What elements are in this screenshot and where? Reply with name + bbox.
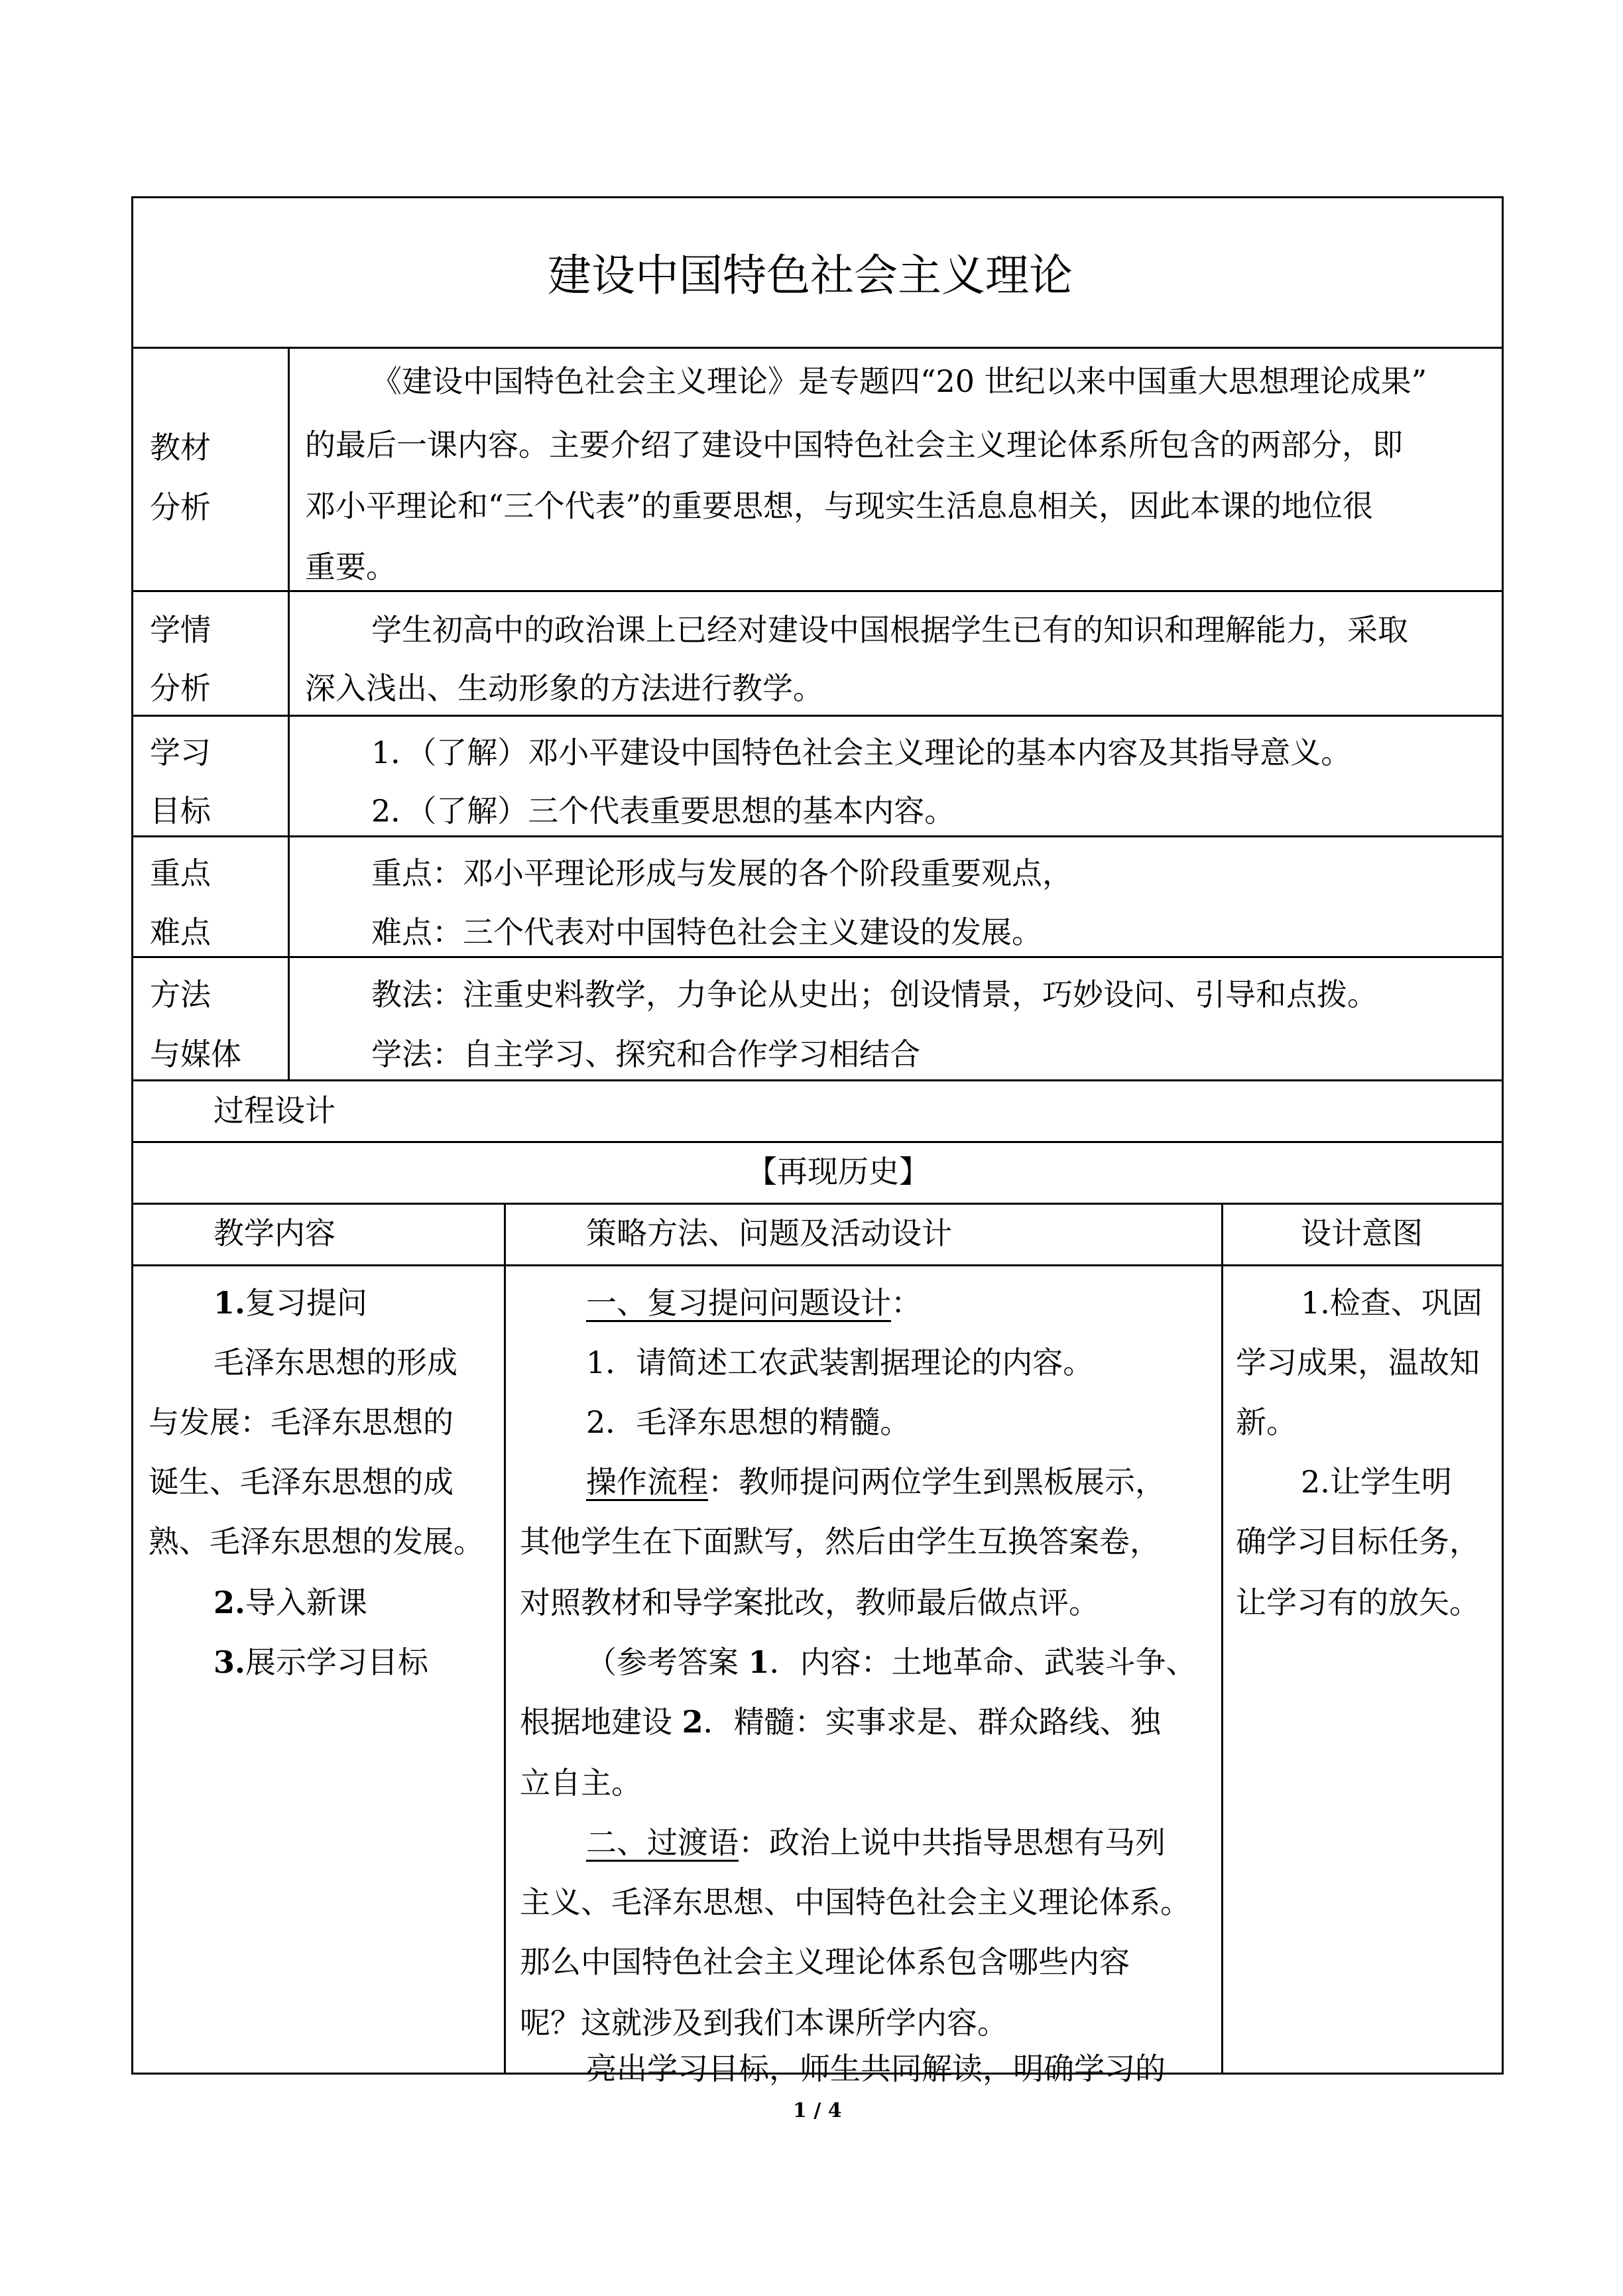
column-header-strategy: 策略方法、问题及活动设计: [586, 1215, 952, 1251]
strategy-flow-line: 操作流程：教师提问两位学生到黑板展示，: [586, 1464, 1166, 1500]
intent-line: 学习成果，温故知: [1236, 1345, 1480, 1380]
keypoint-line: 重点：邓小平理论形成与发展的各个阶段重要观点，: [371, 855, 1073, 891]
strategy-flow-line: 其他学生在下面默写，然后由学生互换答案卷，: [520, 1524, 1160, 1559]
textbook-line: 《建设中国特色社会主义理论》是专题四“20 世纪以来中国重大思想理论成果”: [371, 363, 1427, 399]
textbook-line: 重要。: [305, 549, 396, 585]
intent-line: 2.让学生明: [1301, 1464, 1452, 1500]
row-label-students-2: 分析: [150, 670, 211, 706]
intent-line: 新。: [1236, 1404, 1297, 1440]
intent-line: 让学习有的放矢。: [1236, 1585, 1480, 1620]
content-item-3: 3.展示学习目标: [213, 1644, 429, 1680]
textbook-line: 的最后一课内容。主要介绍了建设中国特色社会主义理论体系所包含的两部分，即: [305, 427, 1403, 463]
row-divider: [131, 347, 1504, 349]
strategy-transition-line: 呢？这就涉及到我们本课所学内容。: [520, 2005, 1008, 2041]
intent-line: 确学习目标任务，: [1236, 1524, 1480, 1559]
row-label-students-1: 学情: [150, 612, 211, 648]
row-label-keypoints-1: 重点: [150, 855, 211, 891]
method-line: 教法：注重史料教学，力争论从史出；创设情景，巧妙设问、引导和点拨。: [371, 977, 1378, 1012]
strategy-answer-line: 根据地建设 2．精髓：实事求是、群众路线、独: [520, 1704, 1161, 1740]
content-item-2: 2.导入新课: [213, 1585, 368, 1620]
row-label-textbook-2: 分析: [150, 489, 211, 525]
goal-item: 1．（了解）邓小平建设中国特色社会主义理论的基本内容及其指导意义。: [371, 735, 1352, 770]
row-label-goals-2: 目标: [150, 793, 211, 829]
textbook-line: 邓小平理论和“三个代表”的重要思想，与现实生活息息相关，因此本课的地位很: [305, 488, 1374, 524]
content-para-line: 熟、毛泽东思想的发展。: [149, 1524, 484, 1559]
row-label-textbook-1: 教材: [150, 430, 211, 465]
section-title: 【再现历史】: [747, 1154, 930, 1189]
goal-item: 2．（了解）三个代表重要思想的基本内容。: [371, 793, 955, 829]
page-title: 建设中国特色社会主义理论: [548, 250, 1073, 301]
strategy-last-line: 亮出学习目标，师生共同解读，明确学习的: [586, 2051, 1166, 2086]
keypoint-line: 难点：三个代表对中国特色社会主义建设的发展。: [371, 914, 1042, 950]
content-para-line: 与发展：毛泽东思想的: [149, 1404, 453, 1440]
process-label: 过程设计: [213, 1093, 335, 1128]
content-para-line: 诞生、毛泽东思想的成: [149, 1464, 453, 1500]
column-header-content: 教学内容: [213, 1215, 335, 1251]
strategy-heading-2: 二、过渡语：政治上说中共指导思想有马列: [586, 1825, 1166, 1860]
row-label-goals-1: 学习: [150, 735, 211, 770]
content-para-line: 毛泽东思想的形成: [213, 1345, 457, 1380]
page-number: 1 / 4: [793, 2099, 842, 2122]
row-divider: [131, 1264, 1504, 1266]
intent-column-divider: [1221, 1203, 1223, 2075]
content-item-1: 1.复习提问: [213, 1285, 368, 1321]
row-label-methods-1: 方法: [150, 977, 211, 1012]
column-header-intent: 设计意图: [1301, 1215, 1423, 1251]
strategy-question: 1．请简述工农武装割据理论的内容。: [586, 1345, 1094, 1380]
row-label-keypoints-2: 难点: [150, 914, 211, 950]
row-label-methods-2: 与媒体: [150, 1036, 241, 1072]
students-line: 学生初高中的政治课上已经对建设中国根据学生已有的知识和理解能力，采取: [371, 612, 1408, 648]
strategy-flow-line: 对照教材和导学案批改，教师最后做点评。: [520, 1585, 1099, 1620]
strategy-question: 2．毛泽东思想的精髓。: [586, 1404, 911, 1440]
strategy-answer-line: 立自主。: [520, 1765, 642, 1801]
students-line: 深入浅出、生动形象的方法进行教学。: [305, 670, 823, 706]
intent-line: 1.检查、巩固: [1301, 1285, 1482, 1321]
method-line: 学法：自主学习、探究和合作学习相结合: [371, 1036, 920, 1072]
strategy-answer-line: （参考答案 1．内容：土地革命、武装斗争、: [586, 1644, 1197, 1680]
strategy-transition-line: 主义、毛泽东思想、中国特色社会主义理论体系。: [520, 1884, 1191, 1920]
strategy-transition-line: 那么中国特色社会主义理论体系包含哪些内容: [520, 1944, 1130, 1980]
content-column-divider: [504, 1203, 506, 2075]
strategy-heading-1: 一、复习提问问题设计：: [586, 1285, 922, 1321]
label-column-divider: [288, 347, 290, 1079]
